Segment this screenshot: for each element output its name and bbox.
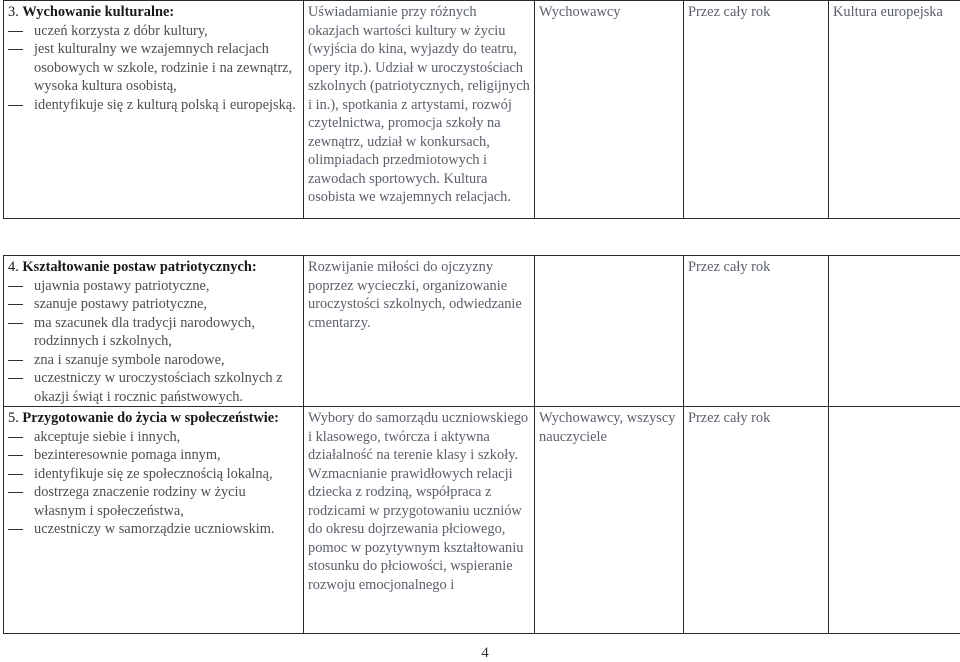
responsible-text: Wychowawcy, wszyscy nauczyciele <box>539 410 675 445</box>
goal-cell <box>4 407 304 634</box>
term-cell <box>684 256 829 407</box>
list-item: identyfikuje się z kulturą polską i europejską. <box>8 96 299 115</box>
forms-cell <box>304 407 535 634</box>
list-item: ujawnia postawy patriotyczne, <box>8 277 299 296</box>
section-number: 5. <box>8 410 19 426</box>
responsible-cell <box>535 407 684 634</box>
extra-cell <box>829 1 960 219</box>
list-item: bezinteresownie pomaga innym, <box>8 446 299 465</box>
extra-cell <box>829 407 960 634</box>
goal-list <box>8 277 299 407</box>
section-heading <box>8 409 299 428</box>
forms-cell <box>304 256 535 407</box>
term-cell <box>684 407 829 634</box>
term-text: Przez cały rok <box>688 410 770 426</box>
list-item: zna i szanuje symbole narodowe, <box>8 351 299 370</box>
section-title: Kształtowanie postaw patriotycznych: <box>22 259 256 275</box>
list-item: jest kulturalny we wzajemnych relacjach osobowych w szkole, rodzinie i na zewnątrz, wysoka kultura osobistą, <box>8 40 299 96</box>
goal-list <box>8 22 299 115</box>
forms-text: Uświadamianie przy różnych okazjach wartości kultury w życiu (wyjścia do kina, wyjazdy do teatru, opery itp.). Udział w uroczystościach szkolnych (patriotycznych, religijnych i in.), spotkania z artystami, rozwój czytelnictwa, promocja szkoły na zewnątrz, udział w konkursach, olimpiadach przedmiotowych i zawodach sportowych. Kultura osobista we wzajemnych relacjach. <box>308 4 530 205</box>
list-item: uczestniczy w uroczystościach szkolnych z okazji świąt i rocznic państwowych. <box>8 369 299 406</box>
goal-cell <box>4 256 304 407</box>
list-item: dostrzega znaczenie rodziny w życiu własnym i społeczeństwa, <box>8 483 299 520</box>
goal-list <box>8 428 299 539</box>
table-gap-row <box>4 219 960 256</box>
table-row-society <box>4 407 960 634</box>
table-row-culture <box>4 1 960 219</box>
term-cell <box>684 1 829 219</box>
section-number: 4. <box>8 259 19 275</box>
list-item: uczeń korzysta z dóbr kultury, <box>8 22 299 41</box>
term-text: Przez cały rok <box>688 4 770 20</box>
list-item: akceptuje siebie i innych, <box>8 428 299 447</box>
extra-text: Kultura europejska <box>833 4 943 20</box>
list-item: szanuje postawy patriotyczne, <box>8 295 299 314</box>
list-item: uczestniczy w samorządzie uczniowskim. <box>8 520 299 539</box>
term-text: Przez cały rok <box>688 259 770 275</box>
responsible-cell <box>535 256 684 407</box>
section-heading <box>8 3 299 22</box>
section-title: Przygotowanie do życia w społeczeństwie: <box>22 410 279 426</box>
page-number: 4 <box>475 645 495 662</box>
forms-cell <box>304 1 535 219</box>
responsible-cell <box>535 1 684 219</box>
table-row-patriotic <box>4 256 960 407</box>
list-item: ma szacunek dla tradycji narodowych, rodzinnych i szkolnych, <box>8 314 299 351</box>
section-title: Wychowanie kulturalne: <box>22 4 174 20</box>
section-heading <box>8 258 299 277</box>
responsible-text: Wychowawcy <box>539 4 620 20</box>
forms-text: Rozwijanie miłości do ojczyzny poprzez wycieczki, organizowanie uroczystości szkolnych, odwiedzanie cmentarzy. <box>308 259 522 331</box>
goal-cell <box>4 1 304 219</box>
forms-text: Wybory do samorządu uczniowskiego i klasowego, twórcza i aktywna działalność na terenie klasy i szkoły. Wzmacnianie prawidłowych relacji dziecka z rodziną, współpraca z rodzicami w przygotowaniu uczniów do okresu dojrzewania płciowego, pomoc w pozytywnym kształtowaniu stosunku do płciowości, wspieranie rozwoju emocjonalnego i <box>308 410 528 593</box>
section-number: 3. <box>8 4 19 20</box>
list-item: identyfikuje się ze społecznością lokalną, <box>8 465 299 484</box>
extra-cell <box>829 256 960 407</box>
education-plan-table <box>3 0 960 634</box>
